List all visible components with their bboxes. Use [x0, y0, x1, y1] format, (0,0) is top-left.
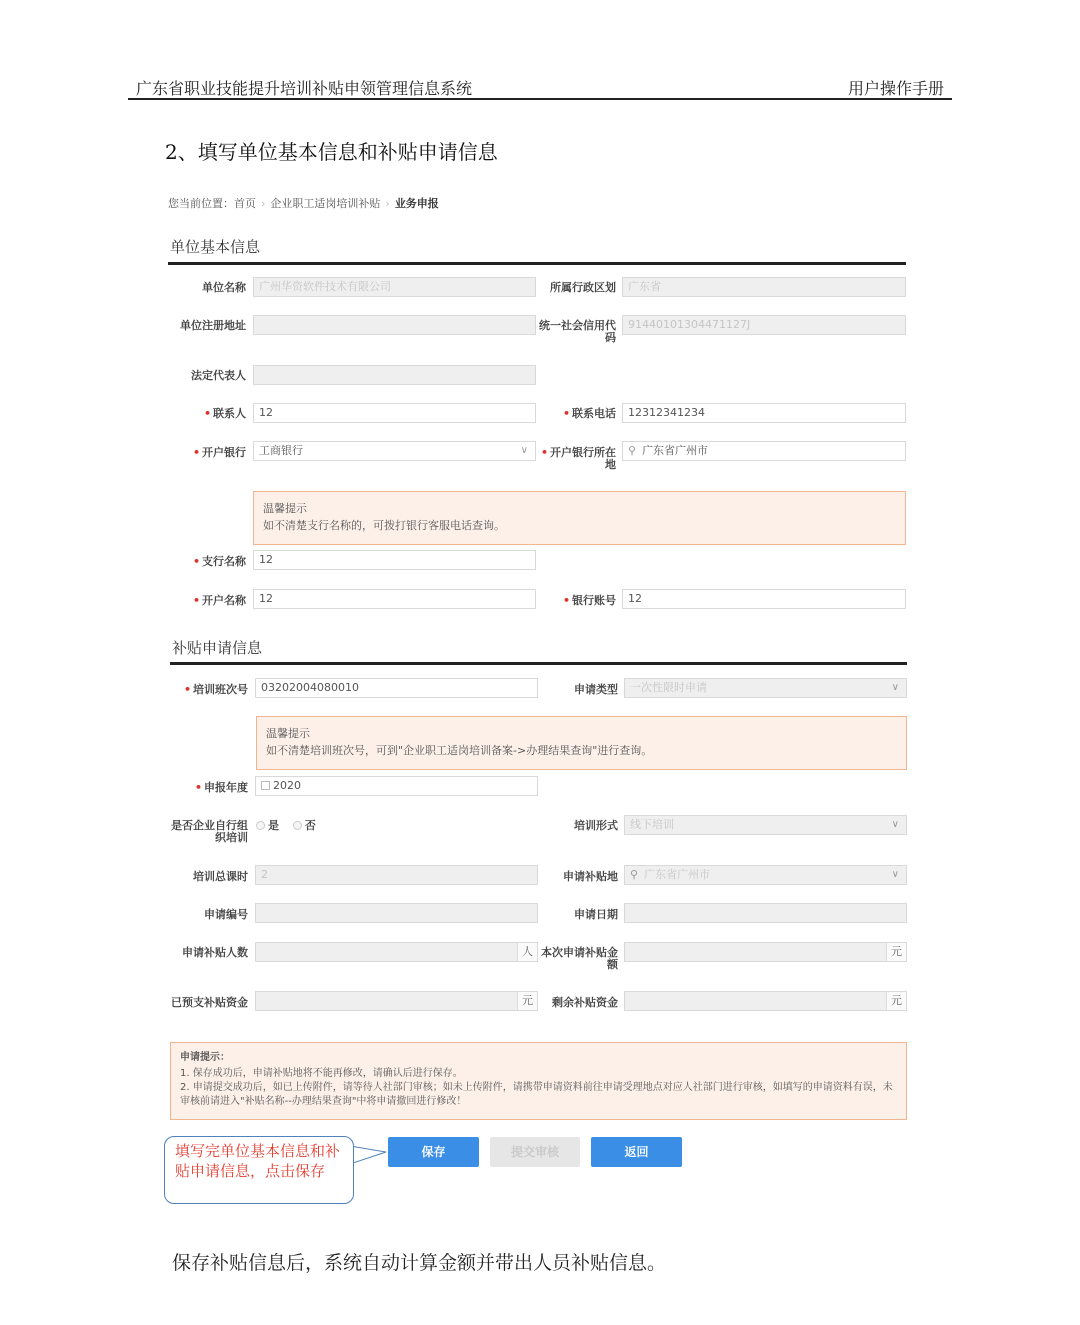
breadcrumb-current: 业务申报	[394, 197, 439, 210]
apply-type-value: 一次性限时申请	[630, 681, 707, 694]
contact-label: • 联系人	[203, 407, 246, 420]
person-count-field[interactable]	[255, 942, 538, 962]
document-body-text: 保存补贴信息后，系统自动计算金额并带出人员补贴信息。	[172, 1252, 667, 1274]
self-org-radio-group	[256, 817, 316, 833]
training-form-label: 培训形式	[574, 819, 618, 832]
contact-label-text: 联系人	[213, 407, 246, 420]
person-count-unit: 人	[517, 943, 537, 961]
unit-section-divider	[168, 262, 906, 265]
breadcrumb-prefix: 您当前位置：	[168, 197, 234, 210]
step-title: 2、填写单位基本信息和补贴申请信息	[165, 140, 498, 164]
apply-no-label: 申请编号	[204, 908, 248, 921]
save-callout: 填写完单位基本信息和补贴申请信息，点击保存	[164, 1136, 354, 1204]
apply-notice-box	[170, 1042, 907, 1120]
callout-pointer	[350, 1140, 390, 1170]
district-field[interactable]: 广东省	[622, 277, 906, 297]
training-form-select[interactable]	[624, 815, 907, 835]
apply-date-field[interactable]	[624, 903, 907, 923]
account-no-label-text: 银行账号	[572, 594, 616, 607]
search-icon: ⚲	[628, 444, 637, 457]
chevron-down-icon: ∨	[891, 682, 899, 693]
apply-date-label: 申请日期	[574, 908, 618, 921]
back-button[interactable]: 返回	[591, 1137, 682, 1167]
reg-address-field[interactable]	[253, 315, 536, 335]
prepaid-field[interactable]	[255, 991, 538, 1011]
credit-code-field[interactable]: 91440101304471127J	[622, 315, 906, 335]
class-no-field[interactable]: 03202004080010	[255, 678, 538, 698]
year-label: • 申报年度	[194, 781, 248, 794]
submit-review-button[interactable]: 提交审核	[490, 1137, 580, 1167]
reg-address-label: 单位注册地址	[180, 319, 246, 332]
breadcrumb-home[interactable]: 首页	[234, 197, 256, 210]
remaining-label: 剩余补贴资金	[552, 996, 618, 1009]
search-icon: ⚲	[630, 868, 639, 881]
radio-icon	[256, 821, 265, 830]
class-no-label: • 培训班次号	[183, 683, 248, 696]
subsidy-section-divider	[170, 662, 907, 665]
radio-yes-label: 是	[268, 819, 279, 832]
bank-tip-box	[253, 491, 906, 545]
bank-location-label: • 开户银行所在地	[540, 446, 616, 471]
account-no-label: • 银行账号	[562, 594, 616, 607]
apply-amount-field[interactable]	[624, 942, 907, 962]
bank-tip-title: 温馨提示	[263, 502, 307, 515]
class-no-label-text: 培训班次号	[193, 683, 248, 696]
bank-location-value: 广东省广州市	[642, 444, 709, 457]
radio-yes[interactable]	[256, 819, 279, 832]
person-count-label: 申请补贴人数	[182, 946, 248, 959]
account-no-field[interactable]: 12	[622, 589, 906, 609]
total-hours-field[interactable]: 2	[255, 865, 538, 885]
radio-no-label: 否	[304, 819, 316, 832]
radio-no[interactable]	[293, 819, 316, 832]
chevron-down-icon: ∨	[891, 819, 899, 830]
save-button[interactable]: 保存	[388, 1137, 479, 1167]
prepaid-label: 已预支补贴资金	[171, 996, 248, 1009]
document-system-name: 广东省职业技能提升培训补贴申领管理信息系统	[136, 79, 473, 98]
class-tip-text: 如不清楚培训班次号，可到"企业职工适岗培训备案->办理结果查询"进行查询。	[266, 744, 653, 757]
branch-label-text: 支行名称	[202, 555, 246, 568]
document-manual-name: 用户操作手册	[847, 79, 944, 98]
phone-label: • 联系电话	[562, 407, 616, 420]
chevron-down-icon: ∨	[891, 869, 899, 880]
phone-field[interactable]: 12312341234	[622, 403, 906, 423]
account-name-label-text: 开户名称	[202, 594, 246, 607]
total-hours-label: 培训总课时	[193, 870, 248, 883]
branch-label: • 支行名称	[192, 555, 246, 568]
branch-field[interactable]: 12	[253, 550, 536, 570]
training-form-value: 线下培训	[630, 818, 674, 831]
unit-section-title: 单位基本信息	[170, 238, 261, 256]
apply-type-select[interactable]	[624, 678, 907, 698]
subsidy-place-label: 申请补贴地	[563, 870, 618, 883]
account-name-label: • 开户名称	[192, 594, 246, 607]
contact-field[interactable]: 12	[253, 403, 536, 423]
subsidy-place-select[interactable]	[624, 865, 907, 885]
calendar-icon	[261, 781, 270, 790]
phone-label-text: 联系电话	[572, 407, 616, 420]
apply-notice-title: 申请提示：	[180, 1052, 230, 1063]
year-field[interactable]	[255, 776, 538, 796]
apply-amount-unit: 元	[886, 943, 906, 961]
bank-select[interactable]	[253, 441, 536, 461]
year-label-text: 申报年度	[204, 781, 248, 794]
apply-no-field[interactable]	[255, 903, 538, 923]
bank-tip-text: 如不清楚支行名称的，可拨打银行客服电话查询。	[263, 519, 505, 532]
chevron-down-icon: ∨	[520, 445, 528, 456]
apply-type-label: 申请类型	[574, 683, 618, 696]
bank-label: • 开户银行	[192, 446, 246, 459]
breadcrumb: 您当前位置：首页 › 企业职工适岗培训补贴 › 业务申报	[168, 197, 439, 210]
prepaid-unit: 元	[517, 992, 537, 1010]
unit-name-field[interactable]: 广州华资软件技术有限公司	[253, 277, 536, 297]
legal-rep-label: 法定代表人	[191, 369, 246, 382]
account-name-field[interactable]: 12	[253, 589, 536, 609]
document-header	[128, 74, 952, 100]
subsidy-section-title: 补贴申请信息	[172, 639, 263, 657]
unit-name-label: 单位名称	[202, 281, 246, 294]
radio-icon	[293, 821, 302, 830]
apply-notice-1: 1. 保存成功后，申请补贴地将不能再修改，请确认后进行保存。	[180, 1068, 463, 1079]
breadcrumb-category[interactable]: 企业职工适岗培训补贴	[270, 197, 381, 210]
bank-location-label-text: 开户银行所在地	[550, 446, 616, 471]
district-label: 所属行政区划	[550, 281, 616, 294]
apply-amount-label: 本次申请补贴金额	[541, 946, 618, 971]
class-tip-box	[256, 716, 907, 770]
bank-location-field[interactable]	[622, 441, 906, 461]
credit-code-label: 统一社会信用代码	[539, 319, 616, 344]
remaining-unit: 元	[886, 992, 906, 1010]
apply-notice-2: 2. 申请提交成功后，如已上传附件，请等待人社部门审核；如未上传附件，请携带申请资料前往申请受理地点对应人社部门进行审核，如填写的申请资料有误，未审核前请进入"补贴名称--办理结果查询"中将申请撤回进行修改！	[180, 1082, 893, 1107]
bank-select-value: 工商银行	[259, 444, 303, 457]
bank-label-text: 开户银行	[202, 446, 246, 459]
legal-rep-field[interactable]	[253, 365, 536, 385]
year-value: 2020	[273, 779, 301, 792]
self-org-label: 是否企业自行组织培训	[171, 819, 248, 844]
subsidy-place-value: 广东省广州市	[644, 868, 711, 881]
remaining-field[interactable]	[624, 991, 907, 1011]
class-tip-title: 温馨提示	[266, 727, 310, 740]
